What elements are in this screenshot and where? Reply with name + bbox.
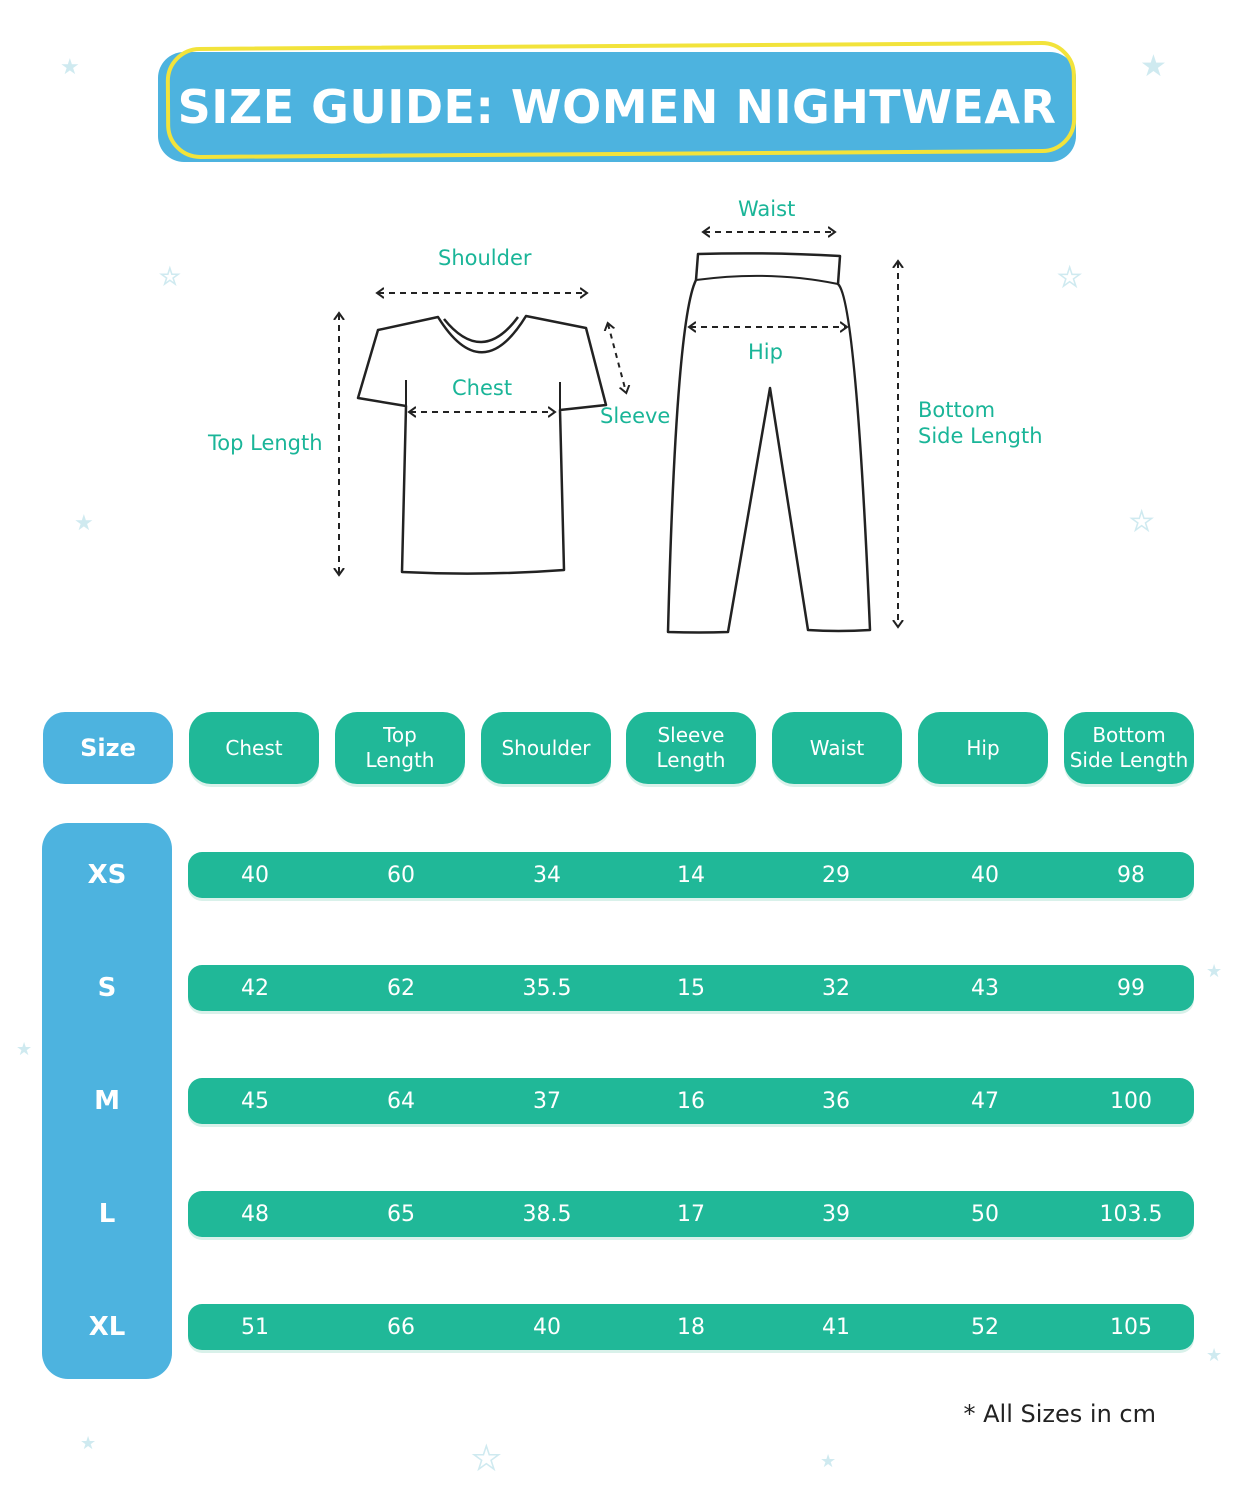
table-cell: 16: [677, 1088, 705, 1114]
size-label-xs: XS: [87, 860, 127, 890]
table-cell: 40: [533, 1314, 561, 1340]
table-cell: 66: [387, 1314, 415, 1340]
star-icon: ★: [60, 54, 80, 79]
table-cell: 62: [387, 975, 415, 1001]
column-header-hip: Hip: [918, 712, 1048, 784]
star-icon: ★: [472, 1440, 501, 1476]
table-cell: 60: [387, 862, 415, 888]
table-cell: 35.5: [522, 975, 572, 1001]
table-cell: 17: [677, 1201, 705, 1227]
column-header-bottom-side-length: Bottom Side Length: [1064, 712, 1194, 784]
star-icon: ★: [80, 1433, 97, 1453]
table-cell: 39: [822, 1201, 850, 1227]
table-cell: 99: [1117, 975, 1145, 1001]
tshirt-icon: [358, 316, 606, 574]
pants-icon: [668, 253, 870, 632]
table-cell: 41: [822, 1314, 850, 1340]
table-cell: 37: [533, 1088, 561, 1114]
star-icon: ★: [1130, 506, 1154, 536]
table-cell: 64: [387, 1088, 415, 1114]
star-icon: ★: [820, 1451, 837, 1471]
table-cell: 42: [241, 975, 269, 1001]
shoulder-label: Shoulder: [438, 246, 532, 270]
star-icon: ★: [1206, 961, 1223, 981]
table-cell: 32: [822, 975, 850, 1001]
table-cell: 105: [1110, 1314, 1152, 1340]
top-length-label: Top Length: [208, 431, 323, 455]
chest-label: Chest: [452, 376, 513, 400]
bottom-label: Bottom: [918, 398, 996, 422]
table-cell: 29: [822, 862, 850, 888]
table-cell: 45: [241, 1088, 269, 1114]
column-header-chest: Chest: [189, 712, 319, 784]
star-icon: ★: [16, 1039, 33, 1059]
table-row: [188, 1191, 1194, 1237]
table-cell: 34: [533, 862, 561, 888]
table-cell: 36: [822, 1088, 850, 1114]
table-cell: 40: [241, 862, 269, 888]
column-header-top-length: Top Length: [335, 712, 465, 784]
table-cell: 40: [971, 862, 999, 888]
table-cell: 48: [241, 1201, 269, 1227]
size-label-m: M: [94, 1086, 120, 1116]
hip-label: Hip: [748, 340, 783, 364]
table-cell: 65: [387, 1201, 415, 1227]
star-icon: ★: [1058, 262, 1082, 292]
table-cell: 100: [1110, 1088, 1152, 1114]
column-header-shoulder: Shoulder: [481, 712, 611, 784]
table-cell: 98: [1117, 862, 1145, 888]
table-row: [188, 1078, 1194, 1124]
star-icon: ★: [160, 264, 180, 289]
table-row: [188, 1304, 1194, 1350]
size-label-s: S: [97, 973, 117, 1003]
side-length-label: Side Length: [918, 424, 1043, 448]
table-row: [188, 965, 1194, 1011]
table-cell: 38.5: [522, 1201, 572, 1227]
table-cell: 18: [677, 1314, 705, 1340]
table-cell: 51: [241, 1314, 269, 1340]
column-header-sleeve-length: Sleeve Length: [626, 712, 756, 784]
size-label-xl: XL: [88, 1312, 126, 1342]
size-header: Size: [43, 712, 173, 784]
table-row: [188, 852, 1194, 898]
column-header-waist: Waist: [772, 712, 902, 784]
star-icon: ★: [1140, 50, 1167, 83]
size-label-l: L: [98, 1199, 116, 1229]
sleeve-label: Sleeve: [600, 404, 671, 428]
sleeve-arrow: [608, 324, 626, 392]
page-title: SIZE GUIDE: WOMEN NIGHTWEAR: [177, 80, 1057, 134]
table-cell: 14: [677, 862, 705, 888]
table-cell: 15: [677, 975, 705, 1001]
table-cell: 50: [971, 1201, 999, 1227]
waist-label: Waist: [738, 197, 796, 221]
table-cell: 103.5: [1099, 1201, 1163, 1227]
units-footnote: * All Sizes in cm: [963, 1400, 1156, 1428]
measurement-diagram: [0, 180, 1238, 660]
table-cell: 47: [971, 1088, 999, 1114]
table-cell: 43: [971, 975, 999, 1001]
star-icon: ★: [74, 510, 94, 535]
table-cell: 52: [971, 1314, 999, 1340]
star-icon: ★: [1206, 1345, 1223, 1365]
